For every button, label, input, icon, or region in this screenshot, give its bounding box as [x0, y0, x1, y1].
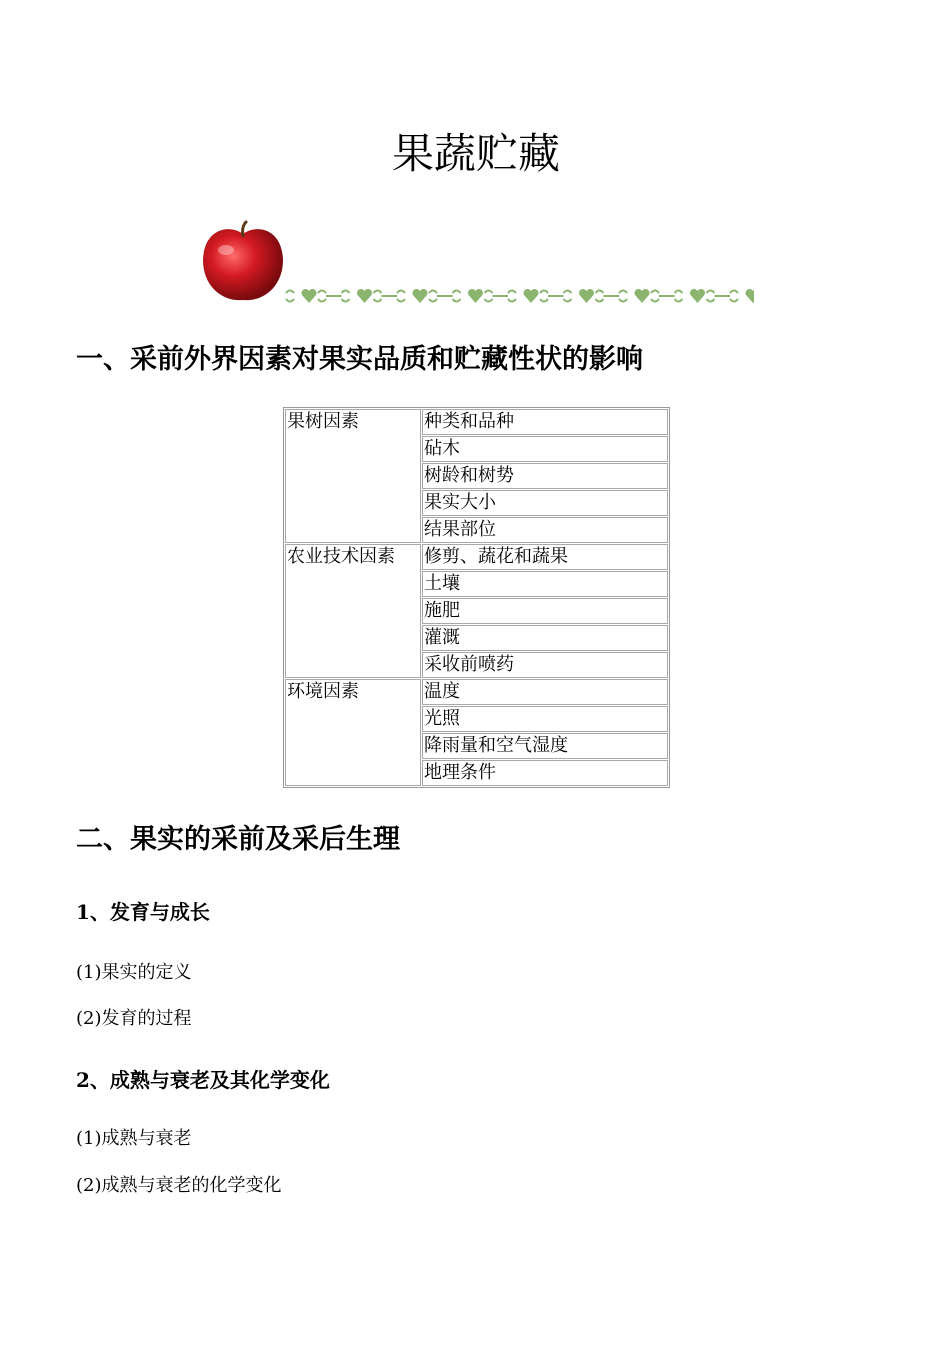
table-row — [285, 409, 668, 435]
sub2-heading: 2、成熟与衰老及其化学变化 — [76, 1068, 330, 1092]
table-row — [285, 679, 668, 705]
factor-table — [283, 407, 670, 788]
factor-item: 果实大小 — [422, 490, 668, 516]
factor-category: 环境因素 — [285, 679, 421, 786]
factor-item: 温度 — [422, 679, 668, 705]
page-title: 果蔬贮藏 — [391, 129, 560, 178]
vine-segment — [453, 289, 509, 303]
vine-segment — [564, 289, 620, 303]
factor-item: 采收前喷药 — [422, 652, 668, 678]
factor-item: 种类和品种 — [422, 409, 668, 435]
factor-item: 施肥 — [422, 598, 668, 624]
factor-item: 光照 — [422, 706, 668, 732]
factor-item: 灌溉 — [422, 625, 668, 651]
vine-segment — [508, 289, 564, 303]
factor-item: 土壤 — [422, 571, 668, 597]
apple-icon — [200, 220, 286, 306]
vine-segment — [619, 289, 675, 303]
vine-divider — [284, 286, 754, 306]
factor-item: 降雨量和空气湿度 — [422, 733, 668, 759]
sub1-heading: 1、发育与成长 — [76, 900, 210, 924]
factor-item: 结果部位 — [422, 517, 668, 543]
vine-segment — [675, 289, 731, 303]
sub1-item-2: (2)发育的过程 — [76, 1008, 192, 1029]
factor-category: 农业技术因素 — [285, 544, 421, 678]
factor-item: 地理条件 — [422, 760, 668, 786]
vine-segment — [397, 289, 453, 303]
vine-segment — [286, 289, 342, 303]
section1-heading: 一、采前外界因素对果实品质和贮藏性状的影响 — [76, 344, 643, 375]
section2-heading: 二、果实的采前及采后生理 — [76, 824, 400, 855]
factor-item: 修剪、蔬花和蔬果 — [422, 544, 668, 570]
sub2-item-1: (1)成熟与衰老 — [76, 1128, 192, 1149]
factor-category: 果树因素 — [285, 409, 421, 543]
factor-item: 砧木 — [422, 436, 668, 462]
factor-item: 树龄和树势 — [422, 463, 668, 489]
table-row — [285, 544, 668, 570]
vine-segment — [342, 289, 398, 303]
vine-segment — [730, 289, 754, 303]
sub1-item-1: (1)果实的定义 — [76, 962, 192, 983]
sub2-item-2: (2)成熟与衰老的化学变化 — [76, 1175, 282, 1196]
